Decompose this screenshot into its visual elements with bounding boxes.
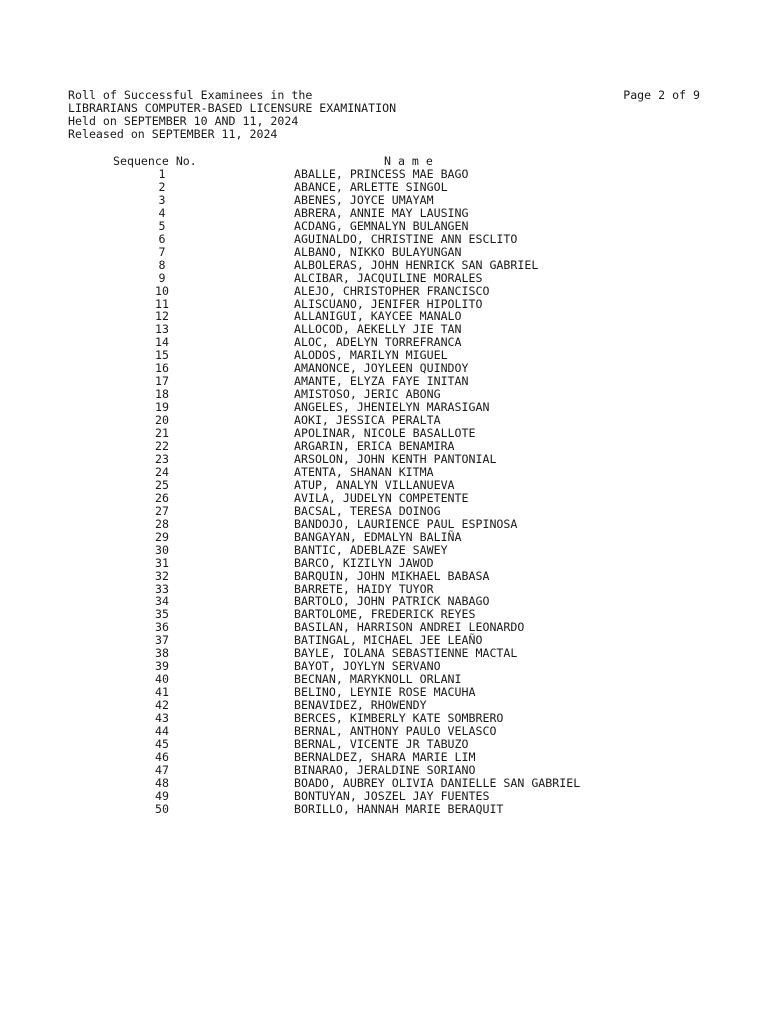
examinee-row [0,220,768,233]
examinee-name: BORILLO, HANNAH MARIE BERAQUIT [294,801,504,816]
sequence-number: 30 [155,542,169,557]
sequence-number: 15 [155,348,169,363]
examinee-name: BACSAL, TERESA DOINOG [294,503,441,518]
sequence-number: 16 [155,361,169,376]
sequence-number: 23 [155,451,169,466]
sequence-number: 39 [155,659,169,674]
sequence-number: 35 [155,607,169,622]
sequence-number: 7 [158,244,166,259]
header-exam-name: LIBRARIANS COMPUTER-BASED LICENSURE EXAMINATION [68,101,397,115]
sequence-number: 34 [155,594,169,609]
sequence-number: 1 [158,167,166,181]
examinee-name: BATINGAL, MICHAEL JEE LEAÑO [294,633,483,648]
sequence-number: 14 [155,335,169,350]
sequence-number: 45 [155,736,169,751]
sequence-number: 10 [155,283,169,298]
examinee-row [0,466,768,479]
examinee-name: AMANTE, ELYZA FAYE INITAN [294,374,469,389]
examinee-row [0,725,768,738]
sequence-number: 32 [155,568,169,583]
sequence-number: 43 [155,711,169,726]
examinee-name: BELINO, LEYNIE ROSE MACUHA [294,685,476,700]
examinee-name: ATUP, ANALYN VILLANUEVA [294,477,455,492]
examinee-name: BARQUIN, JOHN MIKHAEL BABASA [294,568,490,583]
examinee-row [0,544,768,557]
sequence-number: 42 [155,698,169,713]
examinee-name: BANDOJO, LAURIENCE PAUL ESPINOSA [294,516,518,531]
examinee-name: BAYLE, IOLANA SEBASTIENNE MACTAL [294,646,518,661]
examinee-row [0,259,768,272]
examinee-name: ALLANIGUI, KAYCEE MANALO [294,309,462,324]
examinee-row [0,479,768,492]
examinee-row [0,492,768,505]
sequence-number: 38 [155,646,169,661]
sequence-number: 18 [155,387,169,402]
examinee-name: ALBANO, NIKKO BULAYUNGAN [294,244,462,259]
sequence-number: 46 [155,749,169,764]
examinee-row [0,764,768,777]
examinee-name: APOLINAR, NICOLE BASALLOTE [294,426,476,441]
examinee-name: AMANONCE, JOYLEEN QUINDOY [294,361,469,376]
examinee-row [0,777,768,790]
sequence-number: 6 [158,231,166,246]
examinee-name: ALBOLERAS, JOHN HENRICK SAN GABRIEL [294,257,539,272]
examinee-name: BARTOLOME, FREDERICK REYES [294,607,476,622]
examinee-row [0,557,768,570]
sequence-number: 9 [158,270,166,285]
sequence-number: 4 [158,205,166,220]
examinee-row [0,285,768,298]
examinee-name: ANGELES, JHENIELYN MARASIGAN [294,400,490,415]
examinee-name: BENAVIDEZ, RHOWENDY [294,698,427,713]
document-header [68,89,700,141]
sequence-number: 29 [155,529,169,544]
sequence-number: 40 [155,672,169,687]
sequence-number: 44 [155,723,169,738]
examinee-name: AGUINALDO, CHRISTINE ANN ESCLITO [294,231,518,246]
sequence-number: 19 [155,400,169,415]
examinee-name: BARRETE, HAIDY TUYOR [294,581,434,596]
examinee-name: ALOC, ADELYN TORREFRANCA [294,335,462,350]
examinee-row [0,518,768,531]
examinee-row [0,751,768,764]
examinee-name: BERCES, KIMBERLY KATE SOMBRERO [294,711,504,726]
sequence-number: 37 [155,633,169,648]
sequence-number: 41 [155,685,169,700]
examinee-name: ARGARIN, ERICA BENAMIRA [294,439,455,454]
sequence-number: 36 [155,620,169,635]
examinee-row [0,272,768,285]
examinee-name: ARSOLON, JOHN KENTH PANTONIAL [294,451,497,466]
examinee-name: ABALLE, PRINCESS MAE BAGO [294,167,469,181]
sequence-number: 8 [158,257,166,272]
examinee-row [0,168,768,181]
sequence-number: 12 [155,309,169,324]
examinee-name: BERNALDEZ, SHARA MARIE LIM [294,749,476,764]
sequence-column-header: Sequence No. [113,154,197,168]
examinee-row [0,505,768,518]
examinee-row [0,531,768,544]
examinee-name: BERNAL, VICENTE JR TABUZO [294,736,469,751]
examinee-name: BANTIC, ADEBLAZE SAWEY [294,542,448,557]
examinee-row [0,570,768,583]
examinee-name: AOKI, JESSICA PERALTA [294,413,441,428]
examinee-name: BOADO, AUBREY OLIVIA DANIELLE SAN GABRIEL [294,775,581,790]
header-title-line: Roll of Successful Examinees in the [68,88,313,102]
sequence-number: 27 [155,503,169,518]
sequence-number: 49 [155,788,169,803]
sequence-number: 22 [155,439,169,454]
sequence-number: 11 [155,296,169,311]
examinee-name: ALEJO, CHRISTOPHER FRANCISCO [294,283,490,298]
examinee-name: BANGAYAN, EDMALYN BALIÑA [294,529,462,544]
examinee-name: ABRERA, ANNIE MAY LAUSING [294,205,469,220]
examinee-row [0,803,768,816]
examinee-name: BINARAO, JERALDINE SORIANO [294,762,476,777]
examinee-row [0,233,768,246]
examinee-name: ALODOS, MARILYN MIGUEL [294,348,448,363]
sequence-number: 3 [158,192,166,207]
examinee-name: BECNAN, MARYKNOLL ORLANI [294,672,462,687]
sequence-number: 26 [155,490,169,505]
header-release-date: Released on SEPTEMBER 11, 2024 [68,127,278,141]
examinee-name: ATENTA, SHANAN KITMA [294,464,434,479]
examinee-name: ABANCE, ARLETTE SINGOL [294,179,448,194]
examinee-name: BERNAL, ANTHONY PAULO VELASCO [294,723,497,738]
sequence-number: 21 [155,426,169,441]
examinee-name: AMISTOSO, JERIC ABONG [294,387,441,402]
sequence-number: 2 [158,179,166,194]
examinee-row [0,207,768,220]
examinee-row [0,738,768,751]
sequence-number: 33 [155,581,169,596]
sequence-number: 24 [155,464,169,479]
examinee-name: ALLOCOD, AEKELLY JIE TAN [294,322,462,337]
sequence-number: 5 [158,218,166,233]
sequence-number: 20 [155,413,169,428]
sequence-number: 48 [155,775,169,790]
name-column-header: N a m e [384,154,433,168]
examinee-name: ALCIBAR, JACQUILINE MORALES [294,270,483,285]
examinee-row [0,246,768,259]
sequence-number: 31 [155,555,169,570]
sequence-number: 50 [155,801,169,816]
examinee-name: BAYOT, JOYLYN SERVANO [294,659,441,674]
sequence-number: 17 [155,374,169,389]
examinee-row [0,453,768,466]
examinee-row [0,790,768,803]
sequence-number: 47 [155,762,169,777]
header-exam-dates: Held on SEPTEMBER 10 AND 11, 2024 [68,114,299,128]
examinee-name: ACDANG, GEMNALYN BULANGEN [294,218,469,233]
examinee-name: BONTUYAN, JOSZEL JAY FUENTES [294,788,490,803]
page-number: Page 2 of 9 [623,88,700,102]
examinee-name: BASILAN, HARRISON ANDREI LEONARDO [294,620,525,635]
examinee-name: ALISCUANO, JENIFER HIPOLITO [294,296,483,311]
examinee-name: AVILA, JUDELYN COMPETENTE [294,490,469,505]
examinee-name: ABENES, JOYCE UMAYAM [294,192,434,207]
sequence-number: 28 [155,516,169,531]
examinee-list [0,168,768,816]
examinee-row [0,181,768,194]
sequence-number: 25 [155,477,169,492]
examinee-name: BARTOLO, JOHN PATRICK NABAGO [294,594,490,609]
examinee-row [0,194,768,207]
examinee-name: BARCO, KIZILYN JAWOD [294,555,434,570]
sequence-number: 13 [155,322,169,337]
